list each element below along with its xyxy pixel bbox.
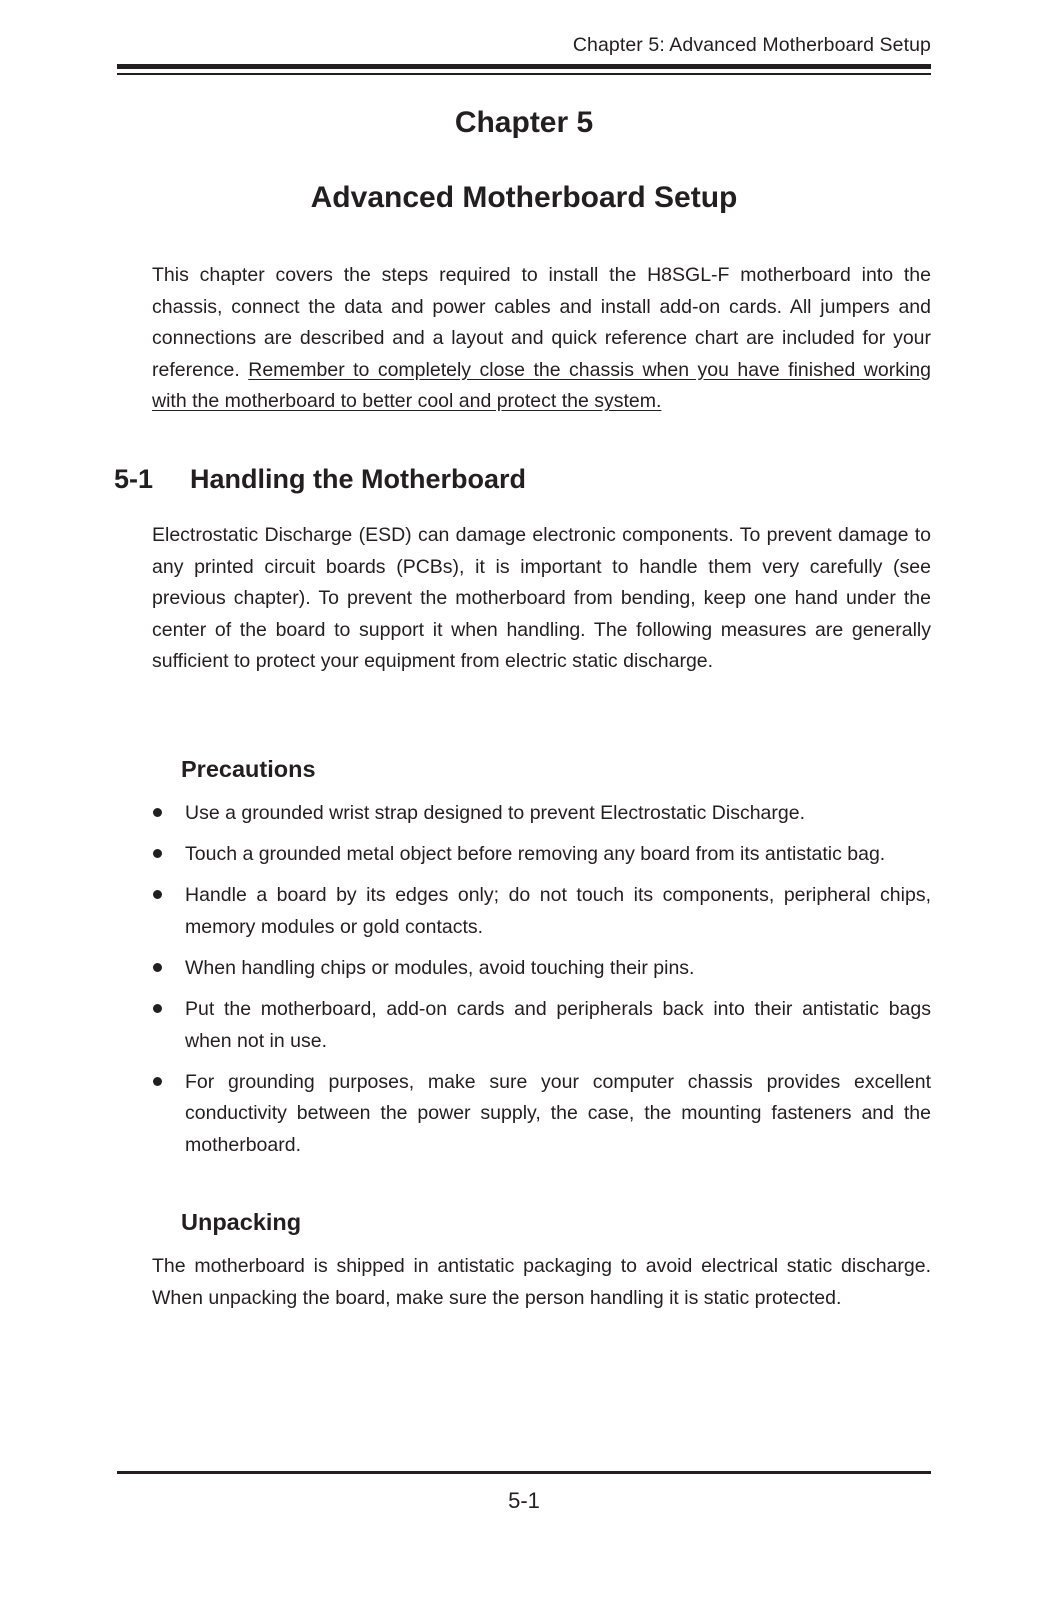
list-item [152,1067,931,1162]
list-item-text: Handle a board by its edges only; do not touch its components, peripheral chips, memory modules or gold contacts. [185,884,931,938]
bullet-icon [153,1077,162,1086]
list-item-text: When handling chips or modules, avoid touching their pins. [185,956,695,979]
header-rule-thin [117,73,931,75]
chapter-title: Advanced Motherboard Setup [310,181,738,214]
footer-rule [117,1471,931,1474]
bullet-icon [153,1004,162,1013]
intro-text: This chapter covers the steps required to install the H8SGL-F motherboard into the chassis, connect the data and power cables and install add-on cards. All jumpers and connections are described and a layout and quick reference chart are included for your reference. [152,264,931,381]
list-item [152,839,931,871]
list-item-text: Put the motherboard, add-on cards and peripherals back into their antistatic bags when not in use. [185,997,931,1052]
section-title: Handling the Motherboard [190,464,526,494]
precautions-list [152,798,931,1171]
precautions-heading: Precautions [181,756,316,782]
list-item-text: Touch a grounded metal object before removing any board from its antistatic bag. [185,843,886,866]
intro-underlined-note: Remember to completely close the chassis when you have finished working with the motherboard to better cool and protect the system. [152,358,931,413]
bullet-icon [153,808,162,817]
section-number: 5-1 [114,464,154,494]
page-number: 5-1 [508,1488,540,1513]
bullet-icon [153,890,162,899]
list-item [152,798,931,830]
unpacking-body: The motherboard is shipped in antistatic packaging to avoid electrical static discharge. When unpacking the board, make sure the person handling it is static protected. [152,1255,931,1309]
intro-paragraph [152,260,931,418]
bullet-icon [153,963,162,972]
list-item [152,880,931,943]
header-rule-thick [117,64,931,69]
section-heading [114,464,526,495]
list-item-text: For grounding purposes, make sure your computer chassis provides excellent conductivity between the power supply, the case, the mounting fasteners and the motherboard. [185,1070,931,1156]
running-header: Chapter 5: Advanced Motherboard Setup [572,34,931,56]
section-body: Electrostatic Discharge (ESD) can damage electronic components. To prevent damage to any printed circuit boards (PCBs), it is important to handle them very carefully (see previous chapter). To prevent the motherboard from bending, keep one hand under the center of the board to support it when handling. The following measures are generally sufficient to protect your equipment from electric static discharge. [152,524,931,673]
bullet-icon [153,849,162,858]
list-item [152,994,931,1057]
unpacking-heading: Unpacking [181,1209,302,1235]
list-item [152,953,931,985]
list-item-text: Use a grounded wrist strap designed to prevent Electrostatic Discharge. [185,802,805,824]
chapter-number: Chapter 5 [454,106,594,139]
